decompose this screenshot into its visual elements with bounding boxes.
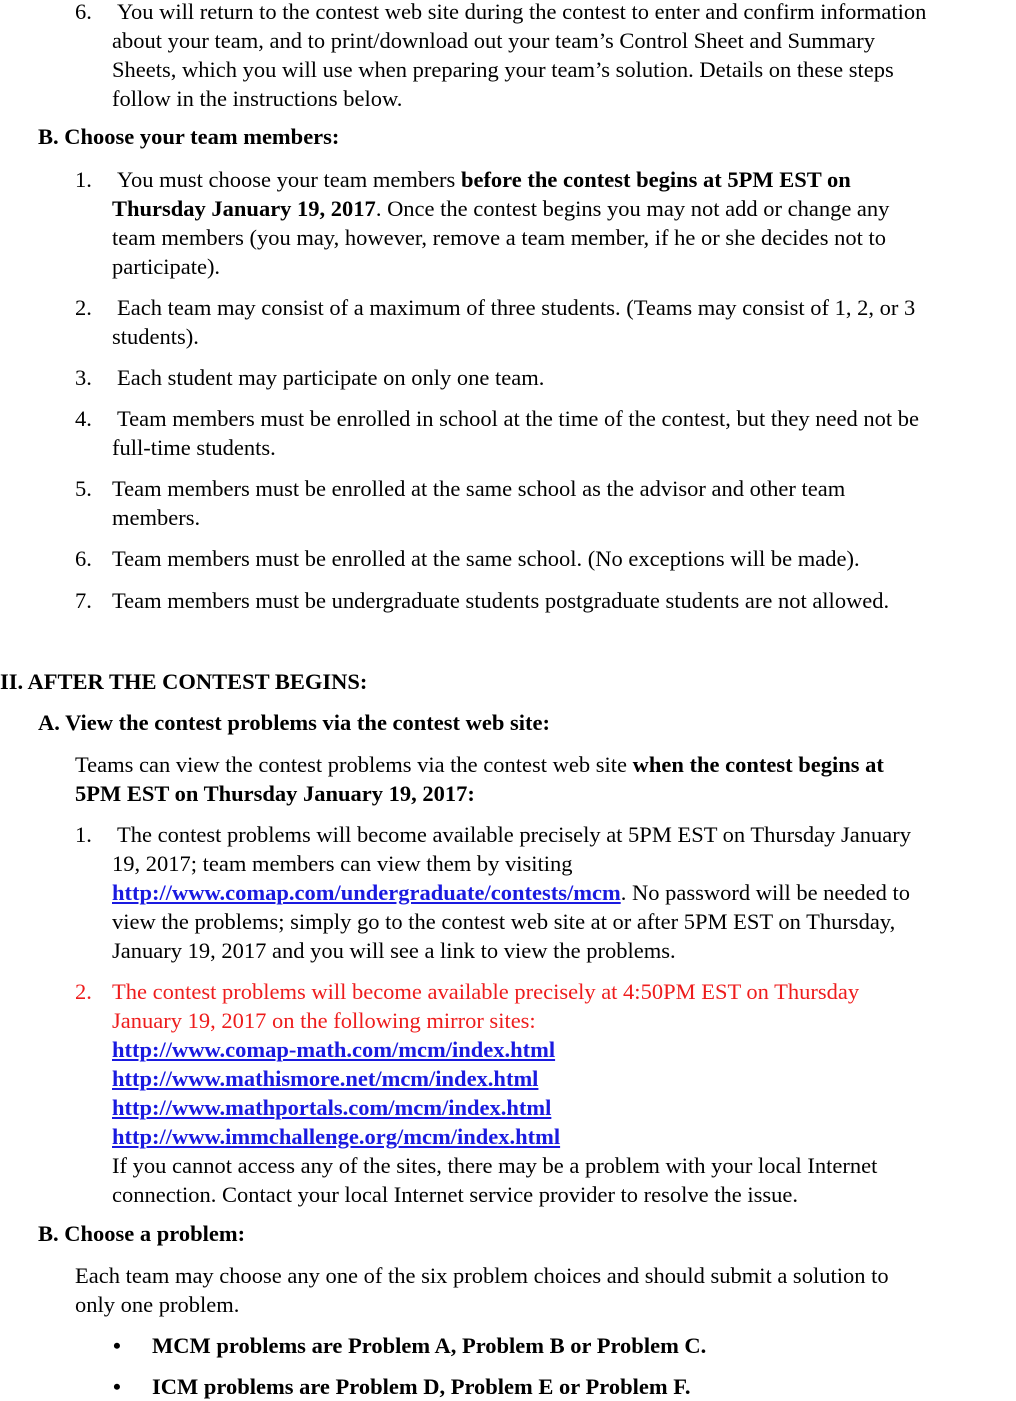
list-number: 2. — [75, 979, 92, 1004]
list-number: 3. — [75, 365, 92, 390]
section-heading: B. Choose your team members: — [38, 124, 340, 149]
mirror-link-item — [112, 1122, 560, 1151]
mirror-link[interactable]: http://www.immchallenge.org/mcm/index.html — [112, 1124, 561, 1149]
list-number: 4. — [75, 406, 92, 431]
item-text: You will return to the contest web site during the contest to enter and confirm information — [117, 0, 927, 24]
item-text: Team members must be undergraduate students postgraduate students are not allowed. — [112, 588, 890, 613]
item-text-red: The contest problems will become available precisely at 4:50PM EST on Thursday — [112, 979, 860, 1004]
item-text: Each student may participate on only one team. — [117, 365, 545, 390]
bullet-text: MCM problems are Problem A, Problem B or Problem C. — [152, 1333, 707, 1358]
part-heading: II. AFTER THE CONTEST BEGINS: — [0, 669, 368, 694]
item-text: full-time students. — [112, 435, 276, 460]
item-text: Team members must be enrolled at the same school. (No exceptions will be made). — [112, 546, 860, 571]
item-text: students). — [112, 324, 199, 349]
list-number: 7. — [75, 588, 92, 613]
list-number: 5. — [75, 476, 92, 501]
item-text: 19, 2017; team members can view them by visiting — [112, 851, 573, 876]
item-text: participate). — [112, 254, 221, 279]
item-text: view the problems; simply go to the contest web site at or after 5PM EST on Thursday, — [112, 909, 896, 934]
intro-text: 5PM EST on Thursday January 19, 2017: — [75, 781, 475, 806]
list-number: 1. — [75, 167, 92, 192]
list-number: 1. — [75, 822, 92, 847]
item-text: Each team may consist of a maximum of three students. (Teams may consist of 1, 2, or 3 — [117, 295, 916, 320]
item-text: http://www.comap.com/undergraduate/contests/mcm. No password will be needed to — [112, 880, 911, 905]
item-text: If you cannot access any of the sites, there may be a problem with your local Internet — [112, 1153, 878, 1178]
bullet-text: ICM problems are Problem D, Problem E or Problem F. — [152, 1374, 691, 1399]
item-text: about your team, and to print/download out your team’s Control Sheet and Summary — [112, 28, 876, 53]
item-text-red: January 19, 2017 on the following mirror sites: — [112, 1008, 536, 1033]
item-text: January 19, 2017 and you will see a link to view the problems. — [112, 938, 676, 963]
paragraph-text: only one problem. — [75, 1292, 240, 1317]
mirror-link-item — [112, 1093, 551, 1122]
intro-text: Teams can view the contest problems via the contest web site when the contest begins at — [75, 752, 884, 777]
bullet-icon: • — [113, 1333, 121, 1358]
item-text: members. — [112, 505, 201, 530]
mirror-link-item — [112, 1035, 555, 1064]
item-text: follow in the instructions below. — [112, 86, 403, 111]
item-text: The contest problems will become available precisely at 5PM EST on Thursday January — [117, 822, 911, 847]
contest-website-link[interactable]: http://www.comap.com/undergraduate/contests/mcm — [112, 880, 621, 905]
mirror-link[interactable]: http://www.comap-math.com/mcm/index.html — [112, 1037, 556, 1062]
mirror-link[interactable]: http://www.mathismore.net/mcm/index.html — [112, 1066, 539, 1091]
list-number: 6. — [75, 546, 92, 571]
bullet-icon: • — [113, 1374, 121, 1399]
item-text: Sheets, which you will use when preparing your team’s solution. Details on these steps — [112, 57, 894, 82]
section-heading: B. Choose a problem: — [38, 1221, 246, 1246]
item-text: You must choose your team members before the contest begins at 5PM EST on — [117, 167, 851, 192]
section-heading: A. View the contest problems via the contest web site: — [38, 710, 551, 735]
list-number: 2. — [75, 295, 92, 320]
mirror-link[interactable]: http://www.mathportals.com/mcm/index.html — [112, 1095, 552, 1120]
item-text: connection. Contact your local Internet service provider to resolve the issue. — [112, 1182, 799, 1207]
mirror-link-item — [112, 1064, 538, 1093]
paragraph-text: Each team may choose any one of the six problem choices and should submit a solution to — [75, 1263, 889, 1288]
item-text: Thursday January 19, 2017. Once the contest begins you may not add or change any — [112, 196, 890, 221]
list-number: 6. — [75, 0, 92, 24]
item-text: Team members must be enrolled at the same school as the advisor and other team — [112, 476, 846, 501]
item-text: team members (you may, however, remove a team member, if he or she decides not to — [112, 225, 886, 250]
item-text: Team members must be enrolled in school at the time of the contest, but they need not be — [117, 406, 919, 431]
